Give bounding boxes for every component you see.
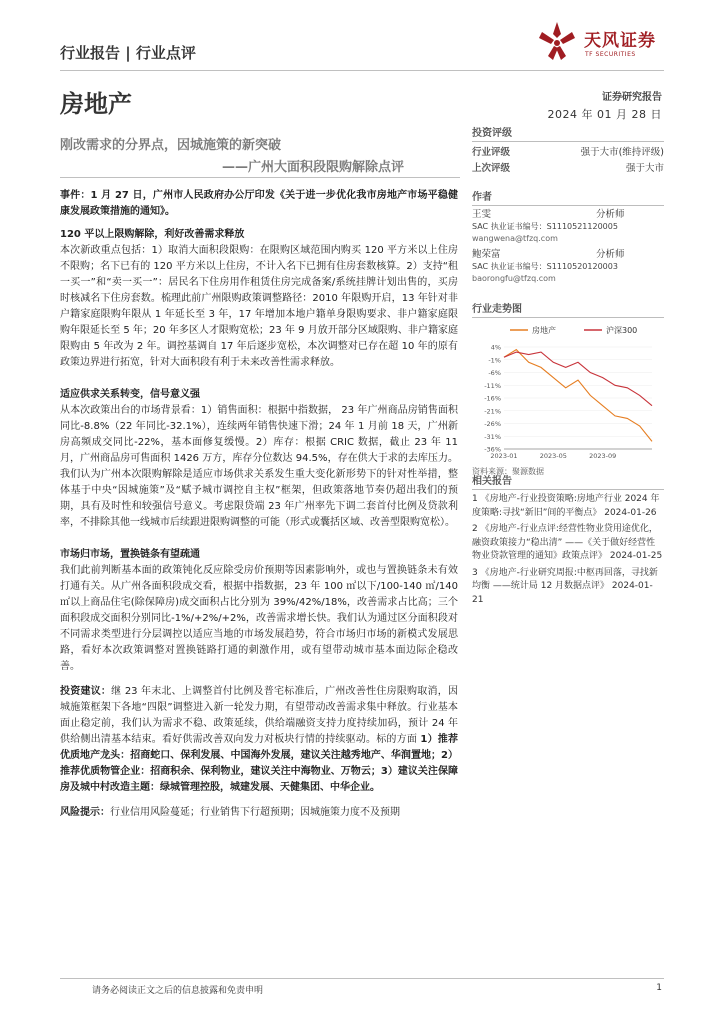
report-subtitle: ——广州大面积段限购解除点评 <box>222 160 405 175</box>
analyst-sac: SAC 执业证书编号：S1110521120005 <box>472 222 618 231</box>
x-tick-label: 2023-01 <box>490 452 518 460</box>
logo-mark-icon <box>534 18 580 64</box>
analyst-sac: SAC 执业证书编号：S1110520120003 <box>472 262 618 271</box>
y-tick-label: -1% <box>488 356 501 365</box>
related-report-item[interactable]: 1 《房地产-行业投资策略:房地产行业 2024 年度策略:寻找“新旧”间的平衡点》 2024-01-26 <box>472 494 660 518</box>
investment-advice: 投资建议：继 23 年末北、上调整首付比例及普宅标准后，广州改善性住房限购取消，因城施策框架下各地“四限”调整进入新一轮发力期，有望带动改善需求集中释放。行业基本面止稳定前，我们认为需求不稳、政策延续，供给端融资支持力度持续加码，预计 24 年供给侧出清基本结束。看好供需改善双向发力对板块行情的持续驱动。标的方面 1）推荐优质地产龙头：招商蛇口、保利发展、中国海外发展，建议关注越秀地产、华润置地；2）推荐优质物管企业：招商积余、保利物业，建议关注中海物业、万物云；3）建议关注保障房及城中村改造主题：绿城管理控股，城建发展、天健集团、中华企业。 <box>60 686 458 793</box>
y-tick-label: -11% <box>484 381 501 390</box>
report-type: 证券研究报告 <box>602 92 662 103</box>
rating-heading: 投资评级 <box>472 124 664 142</box>
risk-warning: 风险提示：行业信用风险蔓延；行业销售下行超预期；因城施策力度不及预期 <box>60 807 400 818</box>
page-number: 1 <box>656 983 662 993</box>
y-tick-label: -21% <box>484 407 501 416</box>
header-divider <box>60 70 664 71</box>
y-tick-label: -36% <box>484 445 501 454</box>
y-tick-label: 4% <box>490 343 501 352</box>
series-line-real-estate <box>504 350 652 442</box>
section-heading: 市场归市场，置换链条有望疏通 <box>60 549 200 560</box>
main-content <box>60 188 458 821</box>
related-reports-box <box>472 472 664 610</box>
report-category-breadcrumb: 行业报告 | 行业点评 <box>60 44 196 62</box>
event-paragraph: 事件：1 月 27 日，广州市人民政府办公厅印发《关于进一步优化我市房地产市场平稳健康发展政策措施的通知》。 <box>60 190 458 217</box>
brand-logo <box>534 16 664 66</box>
analyst-name: 鲍荣富 <box>472 249 501 260</box>
related-report-item[interactable]: 2 《房地产-行业点评:经营性物业贷用途优化，融资政策接力“稳出清” ——《关于做好经营性物业贷款管理的通知》政策点评》 2024-01-25 <box>472 524 663 561</box>
authors-box <box>472 188 664 289</box>
analyst-name: 王雯 <box>472 209 492 220</box>
rating-row: 上次评级 强于大市 <box>472 163 664 174</box>
analyst-email[interactable]: wangwena@tfzq.com <box>472 234 558 243</box>
trend-heading: 行业走势图 <box>472 300 664 318</box>
page-title: 房地产 <box>60 90 132 118</box>
x-tick-label: 2023-05 <box>539 452 567 460</box>
x-tick-label: 2023-09 <box>589 452 617 460</box>
y-tick-label: -26% <box>484 420 501 428</box>
footer-disclaimer: 请务必阅读正文之后的信息披露和免责申明 <box>92 986 264 996</box>
report-title: 刚改需求的分界点，因城施策的新突破 <box>60 138 282 153</box>
analyst-role: 分析师 <box>596 249 625 260</box>
section-heading: 适应供求关系转变，信号意义强 <box>60 389 200 400</box>
section-heading: 120 平以上限购解除，利好改善需求释放 <box>60 229 245 240</box>
chart-source: 资料来源：聚源数据 <box>472 467 544 476</box>
analyst-card <box>472 249 664 285</box>
title-divider <box>60 177 460 178</box>
analyst-card <box>472 209 664 245</box>
report-date: 2024 年 01 月 28 日 <box>547 108 662 121</box>
section-paragraph: 本次新政重点包括：1）取消大面积段限购：在限购区域范围内购买 120 平方米以上住房不限购；名下已有的 120 平方米以上住房，不计入名下已拥有住房套数核算。2）支持“租一买一”和“卖一买一”：居民名下住房用作租赁住房完成备案/系统挂牌计划出售的，买房时核减名下住房套数。梳理此前广州限购政策调整路径：2010 年限购开启，13 年针对非户籍家庭限购年限从 1 年延长至 3 年，17 年增加本地户籍单身限购要求、非户籍家庭限购年限延长至 5 年；20 年多区人才限购宽松；23 年 9 月放开部分区域限购、非户籍家庭限购由 5 年改为 2 年。调控基调自 17 年后逐步宽松，本次调整对已存在超 10 年的原有政策边界进行拓宽，针对大面积段有利于未来改善性需求释放。 <box>60 245 458 368</box>
section-paragraph: 从本次政策出台的市场背景看：1）销售面积：根据中指数据， 23 年广州商品房销售面积同比-8.8%（22 年同比-32.1%），连续两年销售快速下滑；24 年 1 月前 18 天，广州新房高频成交同比-22%，基本面修复缓慢。2）库存：根据 CRIC 数据，截止 23 年 11 月，广州商品房可售面积 1426 万方，库存分位数达 94.5%，存在供大于求的去库压力。我们认为广州本次限购解除是适应市场供求关系发生重大变化新形势下的针对性举措，整体基于中央“因城施策”及“赋予城市调控自主权”框架，但政策落地节奏仍超出我们的预期，具有及时性和较强信号意义。考虑限贷端 23 年广州率先下调二套首付比例及贷款利率，不排除其他一线城市后续跟进限购调整的可能（形式或囊括区域、改善型限购宽松）。 <box>60 405 458 528</box>
y-tick-label: -6% <box>488 369 501 377</box>
related-heading: 相关报告 <box>472 472 664 490</box>
section-paragraph: 我们此前判断基本面的政策钝化反应除受房价预期等因素影响外，或也与置换链条未有效打通有关。从广州各面积段成交看，根据中指数据，23 年 100 ㎡以下/100-140 ㎡/140 ㎡以上商品住宅(除保障房)成交面积占比分别为 39%/42%/18%，改善需求占比高；三个面积段成交面积分别同比-1%/+2%/+2%，改善需求增长快。我们认为通过区分面积段对不同需求类型进行分层调控以适应当地的市场发展趋势，符合市场归市场的新模式发展思路，看好本次政策调整对置换链路打通的刺激作用，或有望带动城市基本面边际企稳改善。 <box>60 565 458 672</box>
analyst-role: 分析师 <box>596 209 625 220</box>
authors-heading: 作者 <box>472 188 664 206</box>
legend-label: 沪深300 <box>606 326 638 335</box>
y-tick-label: -31% <box>484 432 501 441</box>
trend-chart <box>472 321 664 461</box>
brand-name: 天风证券 <box>584 31 656 51</box>
legend-label: 房地产 <box>532 326 556 335</box>
brand-name-en: TF SECURITIES <box>585 51 636 58</box>
related-report-item[interactable]: 3 《房地产-行业研究周报:中枢再回落，寻找新均衡 ——统计局 12 月数据点评》 2024-01-21 <box>472 567 658 605</box>
rating-box <box>472 124 664 177</box>
rating-row: 行业评级 强于大市(维持评级) <box>472 147 664 158</box>
footer-divider <box>60 978 664 979</box>
y-tick-label: -16% <box>484 394 501 403</box>
analyst-email[interactable]: baorongfu@tfzq.com <box>472 274 556 283</box>
trend-box <box>472 300 664 477</box>
